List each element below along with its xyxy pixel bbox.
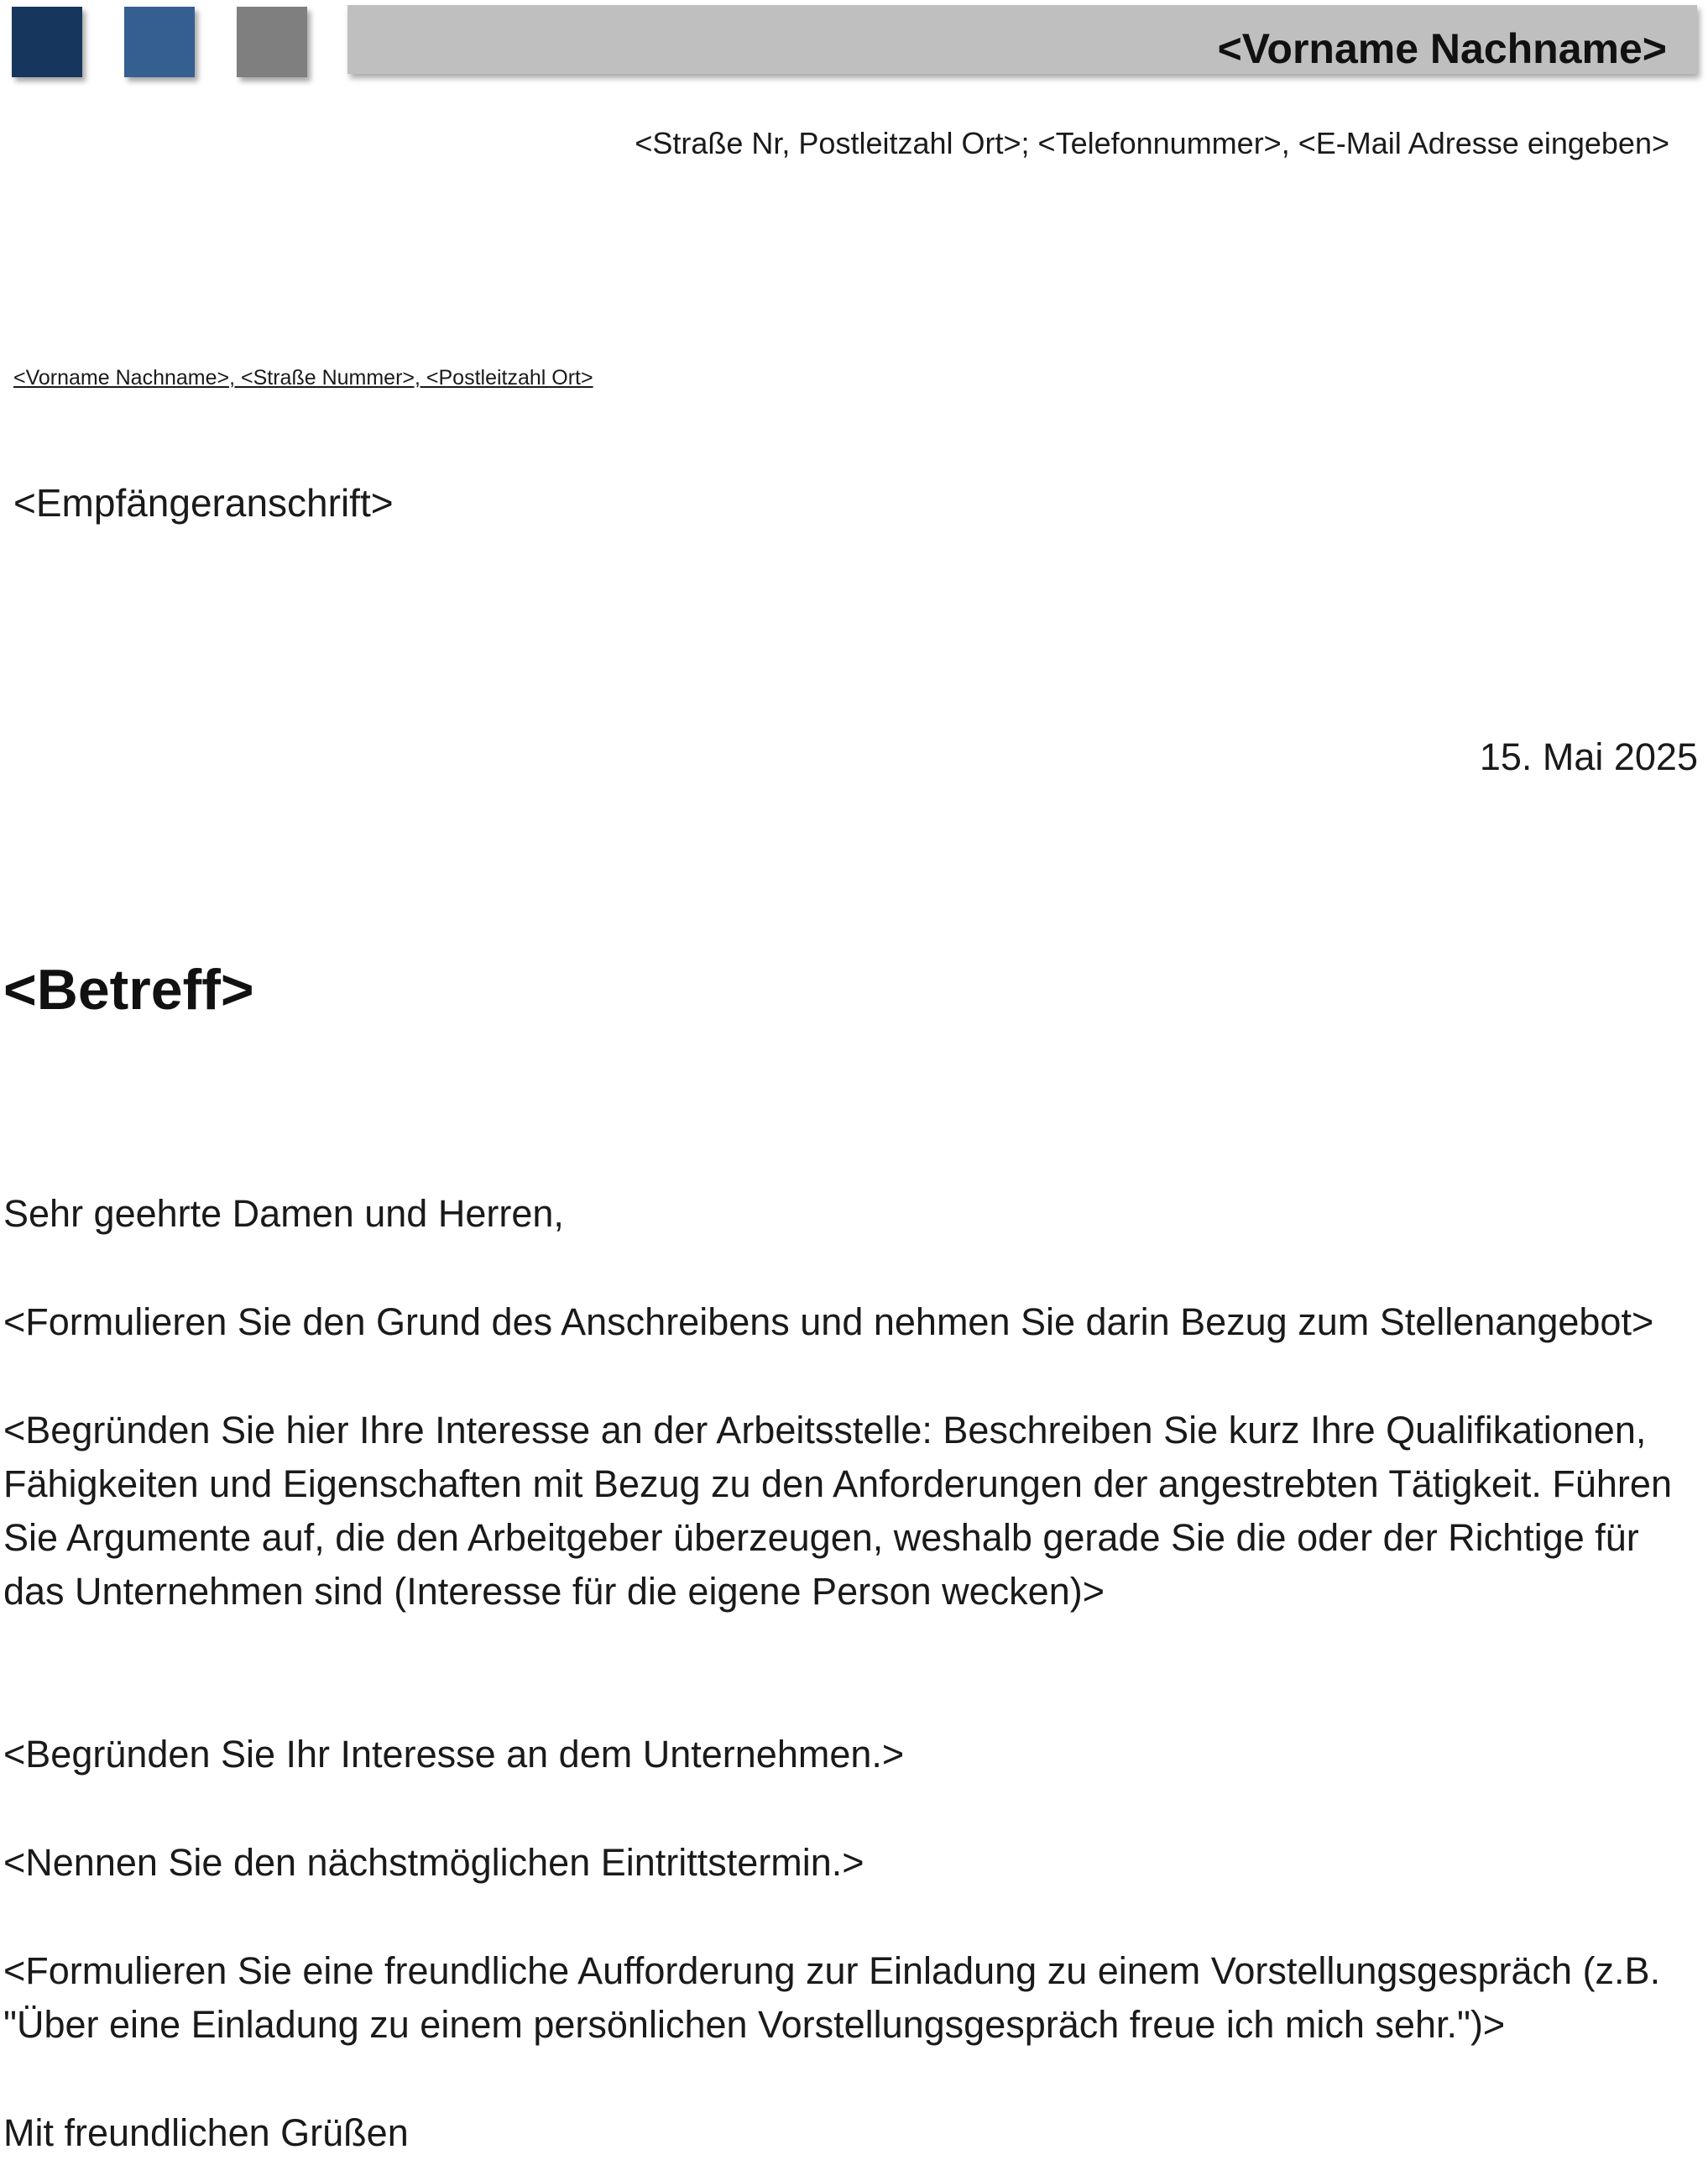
header-square-dark-blue	[12, 7, 82, 77]
header-square-gray	[237, 7, 307, 77]
salutation: Sehr geehrte Damen und Herren,	[3, 1192, 564, 1235]
letter-paragraph-reason: <Formulieren Sie den Grund des Anschreibens und nehmen Sie darin Bezug zum Stellenangebot>	[3, 1300, 1654, 1343]
letter-paragraph-company-interest: <Begründen Sie Ihr Interesse an dem Unternehmen.>	[3, 1733, 905, 1776]
header-square-blue	[124, 7, 195, 77]
name-banner	[347, 5, 1697, 74]
recipient-address: <Empfängeranschrift>	[13, 481, 394, 525]
letter-paragraph-interview-request: <Formulieren Sie eine freundliche Aufforderung zur Einladung zu einem Vorstellungsgespräch (z.B. "Über eine Einladung zu einem persönlichen Vorstellungsgespräch freue ich mich sehr.")>	[3, 1949, 1661, 2046]
letter-paragraph-qualifications: <Begründen Sie hier Ihre Interesse an der Arbeitsstelle: Beschreiben Sie kurz Ihre Qualifikationen, Fähigkeiten und Eigenschaften mit Bezug zu den Anforderungen der angestrebten Tätigkeit. Führen Sie Argumente auf, die den Arbeitgeber überzeugen, weshalb gerade Sie die oder der Richtige für das Unternehmen sind (Interesse für die eigene Person wecken)>	[3, 1409, 1672, 1613]
closing-phrase: Mit freundlichen Grüßen	[3, 2111, 409, 2154]
sender-contact-line: <Straße Nr, Postleitzahl Ort>; <Telefonnummer>, <E-Mail Adresse eingeben>	[635, 126, 1669, 160]
sender-name: <Vorname Nachname>	[1217, 25, 1667, 72]
return-address-line: <Vorname Nachname>, <Straße Nummer>, <Postleitzahl Ort>	[13, 366, 593, 390]
letter-paragraph-start-date: <Nennen Sie den nächstmöglichen Eintrittstermin.>	[3, 1841, 864, 1884]
subject-line: <Betreff>	[3, 958, 254, 1022]
letter-date: 15. Mai 2025	[1479, 735, 1698, 778]
